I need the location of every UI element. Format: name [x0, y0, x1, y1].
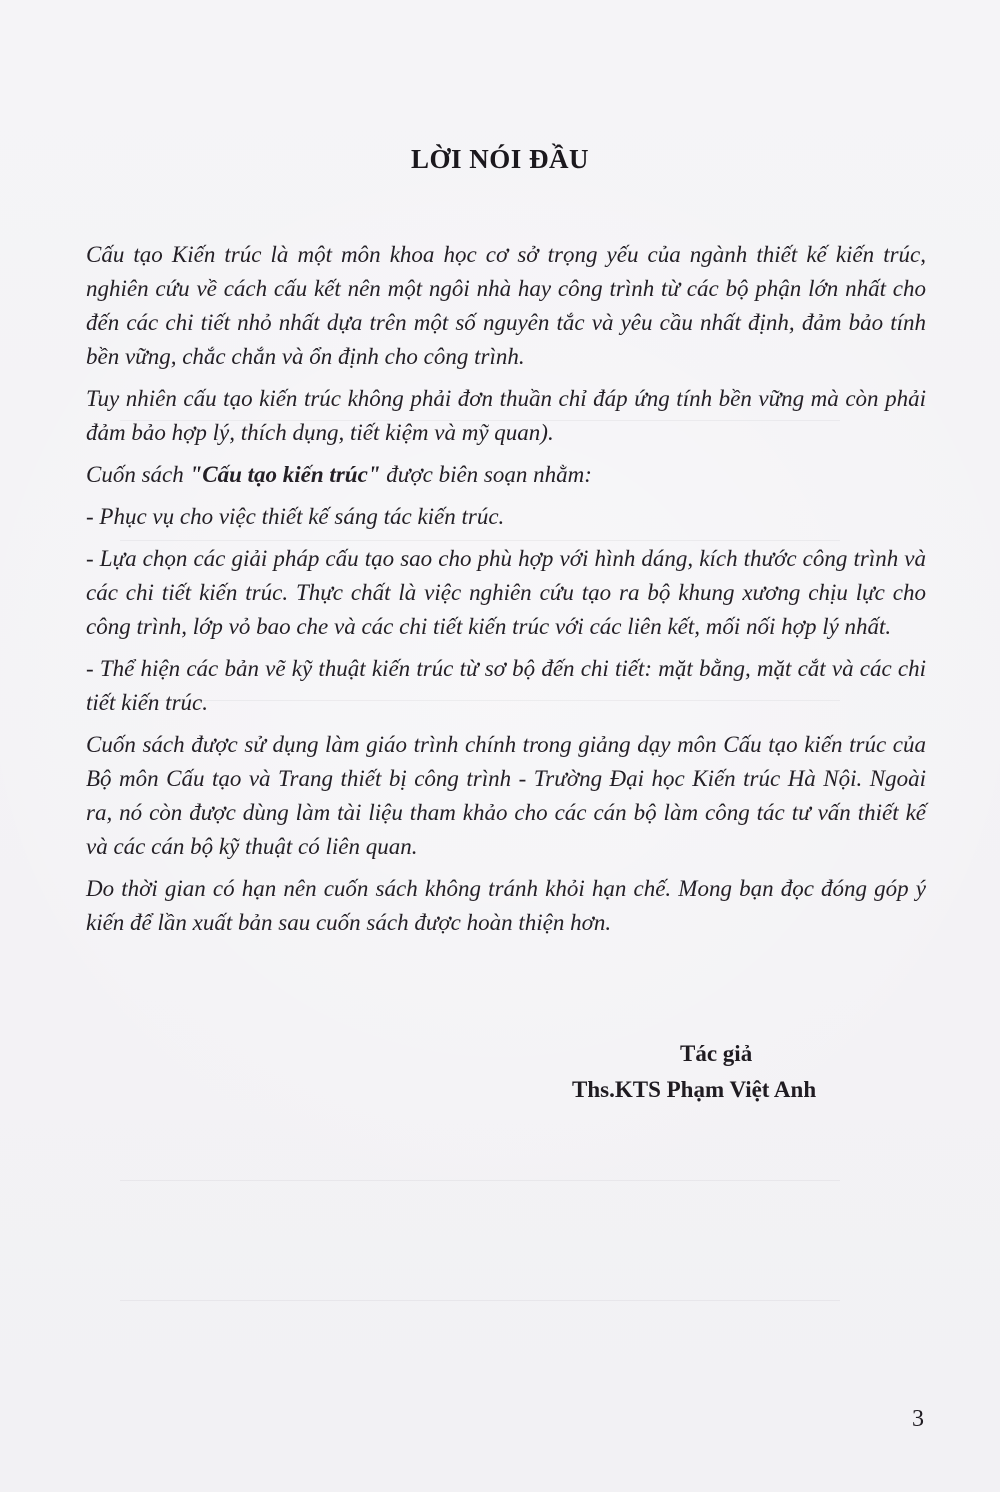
bullet-design-service: - Phục vụ cho việc thiết kế sáng tác kiến trúc. [86, 504, 505, 529]
paragraph-however: Tuy nhiên cấu tạo kiến trúc không phải đơn thuần chỉ đáp ứng tính bền vững mà còn phải đảm bảo hợp lý, thích dụng, tiết kiệm và mỹ quan). [86, 386, 926, 445]
page-number: 3 [912, 1406, 924, 1432]
paragraph-usage: Cuốn sách được sử dụng làm giáo trình chính trong giảng dạy môn Cấu tạo kiến trúc của Bộ môn Cấu tạo và Trang thiết bị công trình - Trường Đại học Kiến trúc Hà Nội. Ngoài ra, nó còn được dùng làm tài liệu tham khảo cho các cán bộ làm công tác tư vấn thiết kế và các cán bộ kỹ thuật có liên quan. [86, 732, 926, 859]
book-purpose-tail: được biên soạn nhằm: [380, 462, 592, 487]
book-purpose-lead: Cuốn sách [86, 462, 190, 487]
preface-body [86, 238, 926, 948]
paragraph-intro: Cấu tạo Kiến trúc là một môn khoa học cơ sở trọng yếu của ngành thiết kế kiến trúc, nghiên cứu về cách cấu kết nên một ngôi nhà hay công trình từ các bộ phận lớn nhất cho đến các chi tiết nhỏ nhất dựa trên một số nguyên tắc và yêu cầu nhất định, đảm bảo tính bền vững, chắc chắn và ổn định cho công trình. [86, 242, 926, 369]
bullet-technical-drawings: - Thể hiện các bản vẽ kỹ thuật kiến trúc từ sơ bộ đến chi tiết: mặt bằng, mặt cắt và các chi tiết kiến trúc. [86, 656, 926, 715]
book-title-inline: "Cấu tạo kiến trúc" [189, 462, 381, 487]
page-title: LỜI NÓI ĐẦU [410, 144, 590, 174]
show-through-line [120, 1300, 840, 1301]
show-through-line [120, 1180, 840, 1181]
paragraph-book-purpose [86, 458, 926, 492]
bullet-structural-solutions: - Lựa chọn các giải pháp cấu tạo sao cho phù hợp với hình dáng, kích thước công trình và các chi tiết kiến trúc. Thực chất là việc nghiên cứu tạo ra bộ khung xương chịu lực cho công trình, lớp vỏ bao che và các chi tiết kiến trúc với các liên kết, mối nối hợp lý nhất. [86, 546, 926, 639]
author-name: Ths.KTS Phạm Việt Anh [572, 1077, 817, 1102]
author-signature [540, 1036, 880, 1108]
paragraph-closing: Do thời gian có hạn nên cuốn sách không tránh khỏi hạn chế. Mong bạn đọc đóng góp ý kiến để lần xuất bản sau cuốn sách được hoàn thiện hơn. [86, 876, 926, 935]
author-role: Tác giả [680, 1041, 753, 1066]
